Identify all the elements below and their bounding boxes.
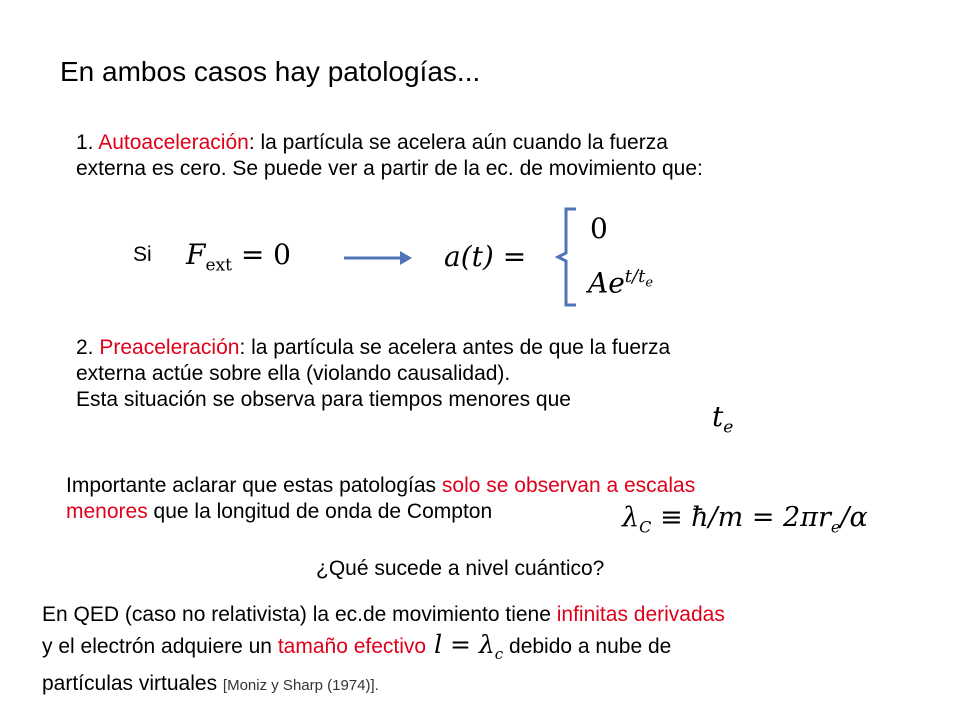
item1-line1 <box>76 130 703 156</box>
slide-title: En ambos casos hay patologías... <box>60 56 481 87</box>
qed-line1-red: infinitas derivadas <box>556 603 725 626</box>
case-bottom <box>588 266 653 299</box>
equation1-lhs <box>186 238 291 276</box>
qed-line1 <box>42 600 725 630</box>
item1-term: Autoaceleración <box>98 131 249 154</box>
qed-math-eq: = λ <box>442 630 495 659</box>
te-base: t <box>712 400 724 433</box>
item1-line2: externa es cero. Se puede ver a partir de la ec. de movimiento que: <box>76 157 703 180</box>
compton-line1 <box>66 473 695 499</box>
implies-arrow-icon <box>340 248 415 268</box>
item1-paragraph <box>76 130 703 182</box>
citation-end: . <box>374 677 379 694</box>
compton-line2 <box>66 499 695 525</box>
compton-formula-end: /α <box>840 502 868 533</box>
te-sub: e <box>723 417 734 438</box>
qed-paragraph <box>42 600 725 701</box>
qed-line2 <box>42 630 725 669</box>
qed-math <box>434 630 504 663</box>
item2-paragraph <box>76 335 670 413</box>
qed-line2-red: tamaño efectivo <box>277 635 427 658</box>
qed-math-l: l <box>434 630 443 659</box>
qed-line2-plain: y el electrón adquiere un <box>42 635 278 658</box>
case-top-value: 0 <box>590 212 608 245</box>
compton-paragraph <box>66 473 695 525</box>
citation: [Moniz y Sharp (1974)] <box>222 677 375 694</box>
case-bottom-base: Ae <box>588 266 625 300</box>
compton-lambda-sub: C <box>639 517 652 537</box>
item1-number: 1. <box>76 131 94 154</box>
force-equals-zero: = 0 <box>231 238 291 271</box>
question-heading: ¿Qué sucede a nivel cuántico? <box>316 557 605 580</box>
item2-line1 <box>76 335 670 361</box>
qed-line2-end: debido a nube de <box>503 635 672 658</box>
compton-line1-red: solo se observan a escalas <box>441 474 696 497</box>
force-symbol: F <box>186 238 206 271</box>
compton-line1-plain: Importante aclarar que estas patologías <box>66 474 442 497</box>
qed-line1-plain: En QED (caso no relativista) la ec.de movimiento tiene <box>42 603 557 626</box>
qed-line3-plain: partículas virtuales <box>42 672 223 695</box>
compton-lambda: λ <box>622 502 640 533</box>
cases-brace-icon <box>552 205 582 310</box>
item2-number: 2. <box>76 336 94 359</box>
compton-line2-plain: que la longitud de onda de Compton <box>147 500 493 523</box>
case-bottom-exp: t/t <box>624 266 646 287</box>
equation1-result-lhs: a(t) = <box>444 240 527 273</box>
case-top <box>590 212 608 245</box>
item2-term: Preaceleración <box>99 336 240 359</box>
compton-re-sub: e <box>830 517 841 537</box>
item2-line3: Esta situación se observa para tiempos menores que <box>76 388 571 411</box>
item1-rest: : la partícula se acelera aún cuando la fuerza <box>248 131 668 154</box>
item2-rest: : la partícula se acelera antes de que la fuerza <box>239 336 671 359</box>
case-bottom-exp-sub: e <box>645 275 654 291</box>
compton-line2-red: menores <box>66 500 148 523</box>
item2-line2: externa actúe sobre ella (violando causalidad). <box>76 362 511 385</box>
qed-math-sub: c <box>494 645 504 663</box>
item2-math <box>712 400 733 438</box>
equation1-prefix: Si <box>133 243 152 266</box>
qed-line3 <box>42 669 725 701</box>
force-subscript: ext <box>205 255 232 276</box>
compton-formula <box>622 502 868 536</box>
compton-formula-rest: ≡ ħ/m = 2πr <box>651 502 831 533</box>
